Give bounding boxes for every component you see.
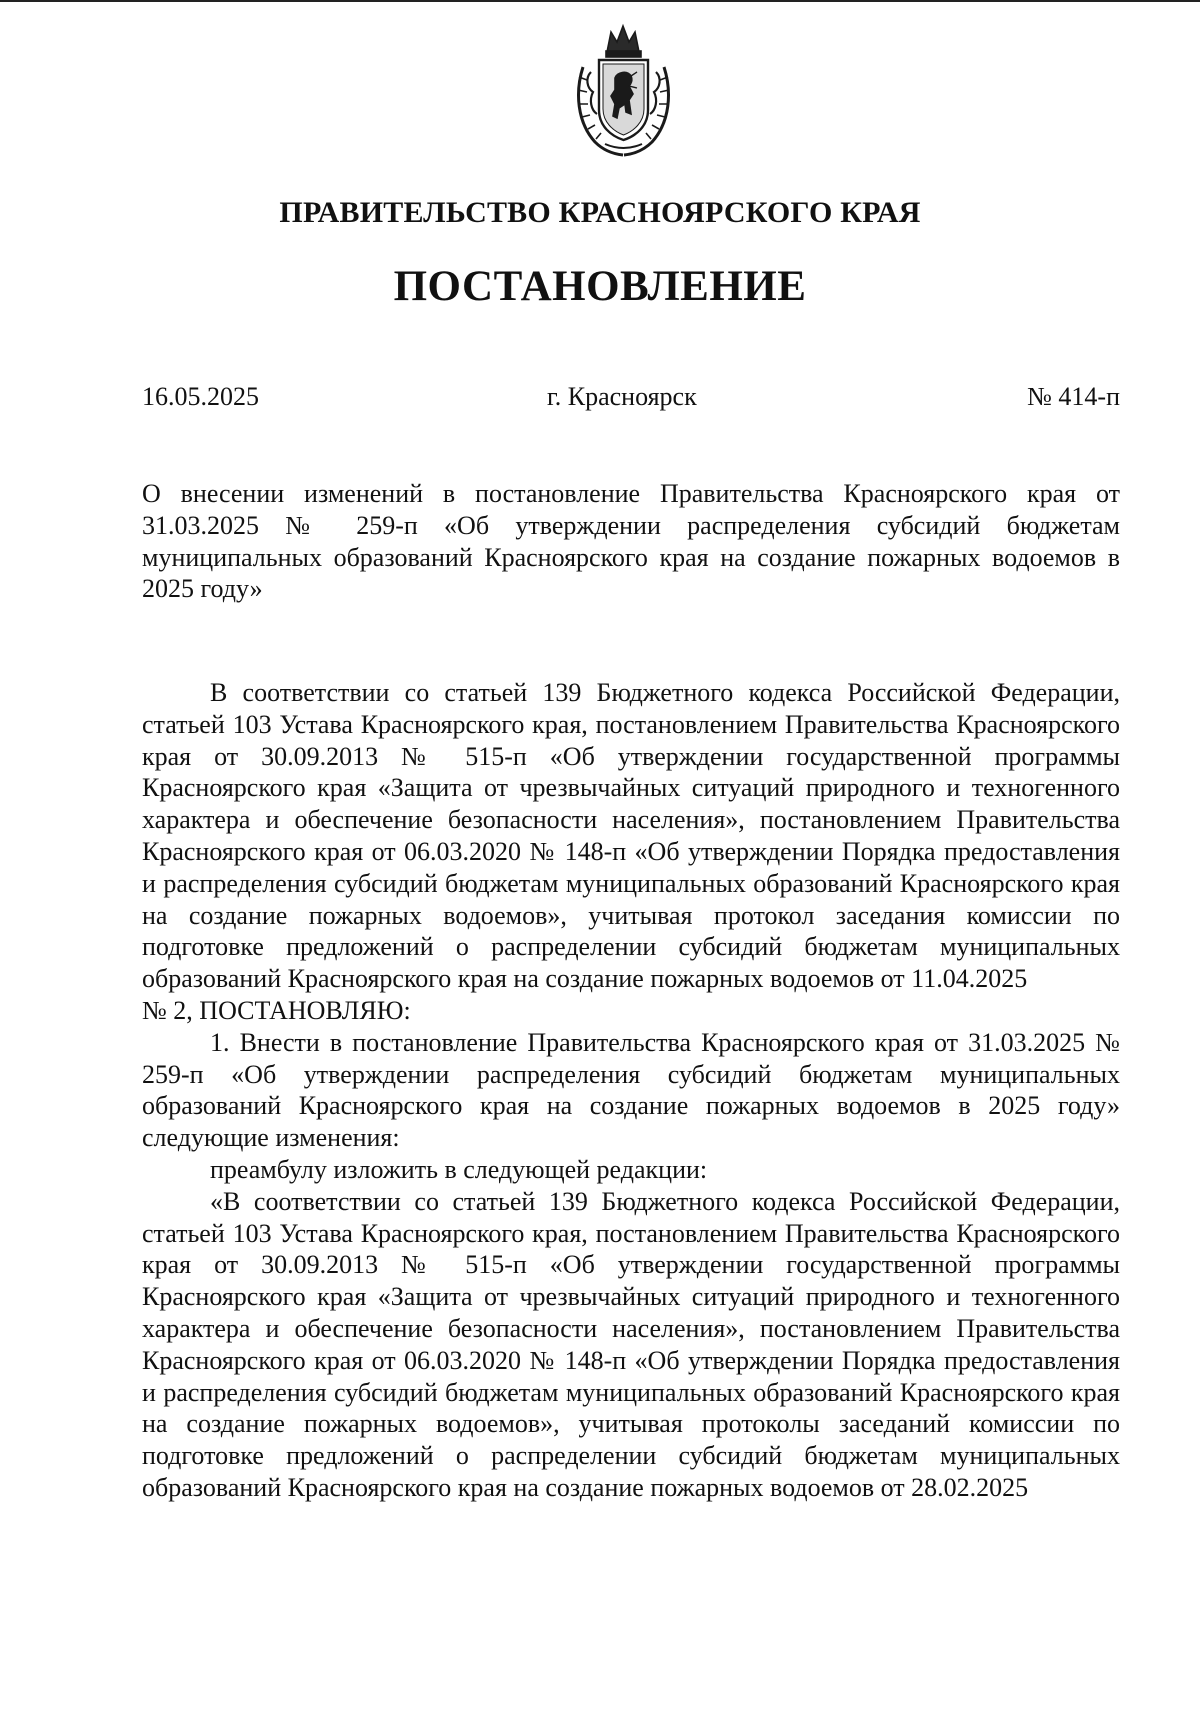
body-paragraph: В соответствии со статьей 139 Бюджетного кодекса Российской Федерации, статьей 103 Устава Красноярского края, постановлением Правительства Красноярского края от 30.09.2013 № 515-п «Об утверждении государственной программы Красноярского края «Защита от чрезвычайных ситуаций природного и техногенного характера и обеспечение безопасности населения», постановлением Правительства Красноярского края от 06.03.2020 № 148-п «Об утверждении Порядка предоставления и распределения субсидий бюджетам муниципальных образований Красноярского края на создание пожарных водоемов», учитывая протокол заседания комиссии по подготовке предложений о распределении субсидий бюджетам муниципальных образований Красноярского края на создание пожарных водоемов от 11.04.2025 — [142, 678, 1120, 994]
body-paragraph-item-1: 1. Внести в постановление Правительства Красноярского края от 31.03.2025 № 259-п «Об утверждении распределения субсидий бюджетам муниципальных образований Красноярского края на создание пожарных водоемов в 2025 году» следующие изменения: — [142, 1027, 1120, 1153]
organization-title: ПРАВИТЕЛЬСТВО КРАСНОЯРСКОГО КРАЯ — [279, 196, 921, 229]
document-number: № 414-п — [1027, 382, 1120, 411]
document-city: г. Красноярск — [547, 382, 697, 411]
krasnoyarsk-coat-of-arms-icon — [569, 22, 678, 158]
document-date: 16.05.2025 — [142, 382, 259, 411]
body-paragraph-resolution: № 2, ПОСТАНОВЛЯЮ: — [142, 995, 411, 1025]
document-body — [142, 677, 1120, 1504]
top-border-line — [0, 0, 1200, 2]
body-paragraph-preamble-note: преамбулу изложить в следующей редакции: — [210, 1154, 708, 1184]
document-subject: О внесении изменений в постановление Правительства Красноярского края от 31.03.2025 № 259-п «Об утверждении распределения субсидий бюджетам муниципальных образований Красноярского края на создание пожарных водоемов в 2025 году» — [142, 479, 1120, 604]
body-paragraph-new-preamble: «В соответствии со статьей 139 Бюджетного кодекса Российской Федерации, статьей 103 Устава Красноярского края, постановлением Правительства Красноярского края от 30.09.2013 № 515-п «Об утверждении государственной программы Красноярского края «Защита от чрезвычайных ситуаций природного и техногенного характера и обеспечение безопасности населения», постановлением Правительства Красноярского края от 06.03.2020 № 148-п «Об утверждении Порядка предоставления и распределения субсидий бюджетам муниципальных образований Красноярского края на создание пожарных водоемов», учитывая протоколы заседаний комиссии по подготовке предложений о распределении субсидий бюджетам муниципальных образований Красноярского края на создание пожарных водоемов от 28.02.2025 — [142, 1186, 1120, 1502]
document-type-title: ПОСТАНОВЛЕНИЕ — [393, 263, 807, 310]
document-meta-row — [142, 382, 1120, 418]
